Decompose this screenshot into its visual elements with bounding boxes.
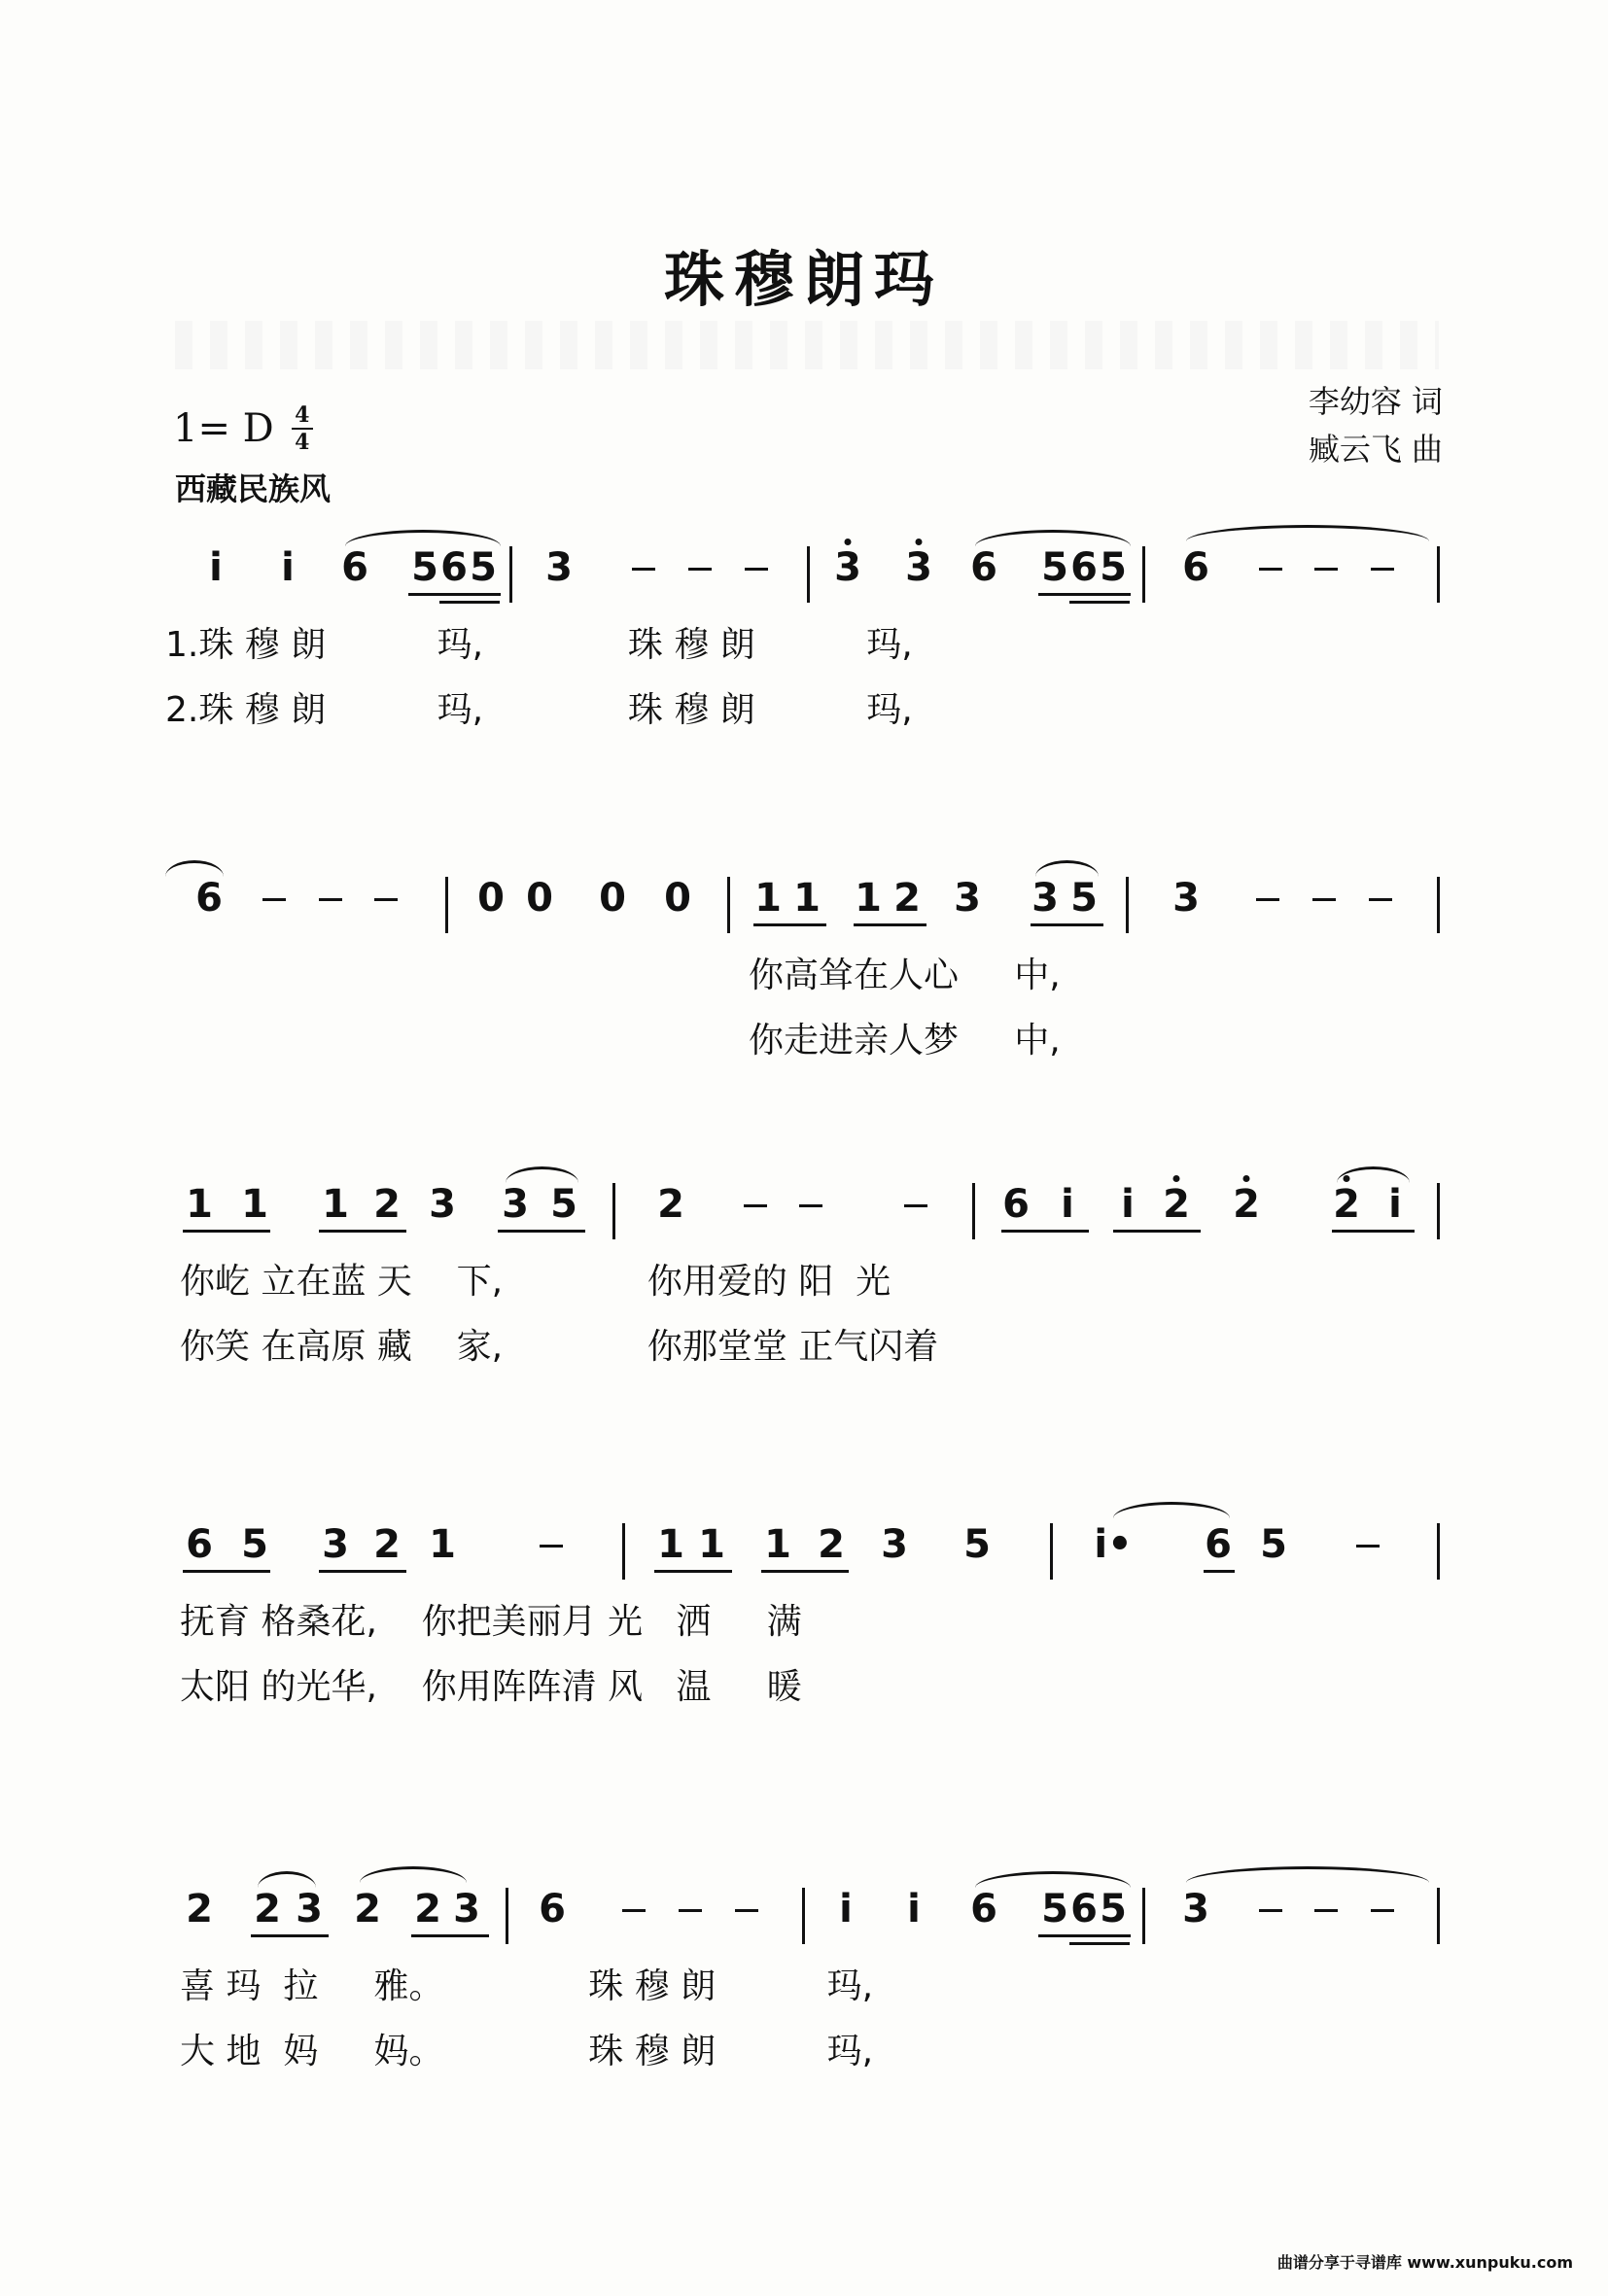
sustain-dash [799,1204,822,1207]
note: 1 [241,1182,268,1227]
sustain-dash [319,898,342,901]
lyrics-verse-1: 你屹 立在蓝 天 下, 你用爱的 阳 光 [180,1262,891,1302]
sustain-dash [374,898,398,901]
beam-underline [411,1934,489,1937]
sustain-dash [679,1909,702,1912]
note: i [839,1887,853,1931]
beam-underline [408,593,501,596]
barline [1437,1183,1440,1239]
lyrics-verse-2: 你走进亲人梦 中, [749,1021,1061,1061]
sustain-dash [1312,898,1336,901]
note: 2 [373,1182,401,1227]
note: 1 [764,1522,791,1567]
sustain-dash [1314,568,1338,571]
note: i [281,545,295,590]
lyrics-verse-1: 你高耸在人心 中, [749,956,1061,995]
note: 6 [970,545,997,590]
note: 6 [1002,1182,1030,1227]
beam-underline [1038,1934,1131,1937]
sustain-dash [1259,568,1282,571]
sustain-dash [1371,1909,1394,1912]
note: 6 [970,1887,997,1931]
note: 1 [657,1522,684,1567]
beam-underline [1031,923,1103,926]
note: 3 [502,1182,529,1227]
note: 3 [834,545,861,590]
note: 6 [440,545,468,590]
note: 0 [664,876,691,921]
sustain-dash [1371,568,1394,571]
music-system-5 [0,1866,1608,2158]
tie-arc [345,530,501,546]
note: 2 [414,1887,441,1931]
barline [1437,1523,1440,1580]
song-title: 珠穆朗玛 [663,244,944,315]
lyrics-verse-2: 你笑 在高原 藏 家, 你那堂堂 正气闪着 [180,1327,939,1367]
music-system-2 [0,855,1608,1147]
music-system-3 [0,1162,1608,1453]
note: i• [1094,1522,1133,1567]
barline [622,1523,625,1580]
beam-underline [319,1230,406,1233]
note: 5 [1260,1522,1287,1567]
lyrics-verse-1: 喜 玛 拉 雅。 珠 穆 朗 玛, [180,1966,874,2006]
note: 5 [411,545,438,590]
beam-underline [498,1230,585,1233]
note: 2 [1163,1182,1190,1227]
note: i [1061,1182,1074,1227]
note: 2 [373,1522,401,1567]
note: 0 [477,876,505,921]
sustain-dash [1369,898,1392,901]
note: i [907,1887,921,1931]
barline [1142,1888,1145,1944]
note: 5 [1070,876,1098,921]
sustain-dash [735,1909,758,1912]
note: 5 [1041,545,1068,590]
time-sig-top: 4 [295,402,310,428]
tie-arc [1186,1866,1429,1883]
note: 1 [855,876,882,921]
note: 6 [195,876,223,921]
barline [1437,877,1440,933]
note: 1 [186,1182,213,1227]
barline [1437,546,1440,603]
lyricist-credit: 李幼容 词 [1308,383,1443,420]
note: 3 [429,1182,456,1227]
note: 3 [1172,876,1200,921]
note: 2 [354,1887,381,1931]
faint-bleedthrough [175,321,1439,369]
key-signature [173,403,313,454]
time-sig-bottom: 4 [295,430,310,455]
beam-underline [753,923,826,926]
sustain-dash [1314,1909,1338,1912]
beam-underline [1204,1570,1235,1573]
barline [509,546,512,603]
note: 2 [186,1887,213,1931]
note: 5 [963,1522,991,1567]
tie-arc [1035,860,1099,877]
sustain-dash [262,898,286,901]
note: 1 [793,876,821,921]
beam-underline [1069,601,1130,604]
note: 2 [1233,1182,1260,1227]
lyrics-verse-2: 大 地 妈 妈。 珠 穆 朗 玛, [180,2032,874,2071]
barline [1050,1523,1053,1580]
note: i [1121,1182,1135,1227]
note: i [209,545,223,590]
note: 2 [1333,1182,1360,1227]
note: 2 [657,1182,684,1227]
style-note: 西藏民族风 [175,470,332,507]
sustain-dash [1356,1545,1380,1548]
barline [1437,1888,1440,1944]
note: 2 [254,1887,281,1931]
key-label: 1= D [173,406,274,451]
note: 2 [818,1522,845,1567]
beam-underline [1069,1942,1130,1945]
music-system-4 [0,1502,1608,1793]
tie-arc [506,1166,578,1183]
sustain-dash [745,568,768,571]
note: 1 [698,1522,725,1567]
sustain-dash [540,1545,563,1548]
music-system-1 [0,525,1608,817]
barline [506,1888,508,1944]
sustain-dash [688,568,712,571]
barline [1142,546,1145,603]
beam-underline [1001,1230,1089,1233]
sustain-dash [1259,1909,1282,1912]
note: 5 [1041,1887,1068,1931]
note: 3 [322,1522,349,1567]
tie-arc [975,530,1131,546]
note: i [1388,1182,1402,1227]
barline [1126,877,1129,933]
barline [727,877,730,933]
tie-arc [975,1871,1131,1888]
lyrics-verse-2: 太阳 的光华, 你用阵阵清 风 温 暖 [180,1667,802,1707]
lyrics-verse-1: 1.珠 穆 朗 玛, 珠 穆 朗 玛, [165,625,913,665]
beam-underline [761,1570,849,1573]
lyrics-verse-2: 2.珠 穆 朗 玛, 珠 穆 朗 玛, [165,690,913,730]
beam-underline [319,1570,406,1573]
tie-arc [258,1871,316,1888]
note: 5 [241,1522,268,1567]
beam-underline [1038,593,1131,596]
tie-arc [1113,1502,1230,1518]
barline [807,546,810,603]
note: 6 [539,1887,566,1931]
beam-underline [251,1934,329,1937]
watermark-footer: 曲谱分享于寻谱库 www.xunpuku.com [1276,2253,1573,2272]
note: 2 [893,876,921,921]
note: 6 [1205,1522,1232,1567]
note: 5 [550,1182,577,1227]
note: 3 [1031,876,1059,921]
barline [445,877,448,933]
time-signature [292,403,313,454]
barline [802,1888,805,1944]
sustain-dash [744,1204,767,1207]
sustain-dash [1256,898,1279,901]
barline [612,1183,615,1239]
beam-underline [183,1230,270,1233]
note: 3 [954,876,981,921]
barline [972,1183,975,1239]
note: 3 [881,1522,908,1567]
composer-credit: 臧云飞 曲 [1308,431,1443,468]
tie-arc [1337,1166,1410,1183]
note: 6 [1182,545,1209,590]
beam-underline [1113,1230,1201,1233]
note: 5 [1100,545,1127,590]
tie-arc [1186,525,1429,541]
note: 3 [453,1887,480,1931]
sustain-dash [632,568,655,571]
beam-underline [854,923,926,926]
note: 0 [526,876,553,921]
note: 5 [470,545,497,590]
sustain-dash [904,1204,927,1207]
note: 1 [429,1522,456,1567]
beam-underline [1332,1230,1415,1233]
beam-underline [183,1570,270,1573]
note: 3 [545,545,573,590]
note: 6 [186,1522,213,1567]
note: 1 [754,876,782,921]
note: 0 [599,876,626,921]
note: 3 [1182,1887,1209,1931]
lyrics-verse-1: 抚育 格桑花, 你把美丽月 光 洒 满 [180,1602,802,1642]
beam-underline [439,601,500,604]
tie-arc [360,1866,467,1883]
note: 6 [1070,545,1098,590]
note: 3 [296,1887,323,1931]
beam-underline [654,1570,732,1573]
note: 6 [341,545,368,590]
note: 1 [322,1182,349,1227]
note: 6 [1070,1887,1098,1931]
sustain-dash [622,1909,646,1912]
note: 3 [905,545,932,590]
note: 5 [1100,1887,1127,1931]
